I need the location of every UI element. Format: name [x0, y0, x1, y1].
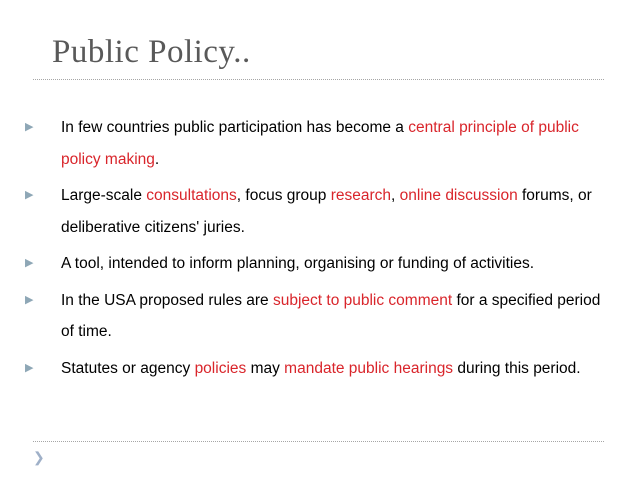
- highlight-text: mandate public hearings: [284, 359, 454, 377]
- text-run: A tool, intended to inform planning, organising or funding of activities.: [61, 255, 535, 272]
- text-run: ,: [391, 187, 400, 204]
- title-divider: [33, 79, 604, 80]
- triangle-right-icon: ▶: [25, 121, 34, 133]
- text-run: , focus group: [236, 187, 331, 204]
- text-run: forums, or deliberative citizens' juries.: [61, 187, 592, 236]
- highlight-text: subject to public comment: [272, 291, 453, 309]
- text-run: for a specified period of time.: [61, 291, 601, 340]
- chevron-right-icon[interactable]: ❯: [33, 449, 45, 465]
- highlight-text: consultations: [146, 187, 237, 204]
- bullet-text: [61, 119, 579, 168]
- text-run: In few countries public participation has become a: [61, 119, 409, 136]
- text-run: .: [154, 150, 160, 168]
- bullet-item: [25, 285, 615, 348]
- footer-divider: [33, 441, 604, 442]
- bullet-text: [61, 187, 592, 236]
- triangle-right-icon: ▶: [25, 361, 34, 374]
- triangle-right-icon: ▶: [25, 293, 34, 306]
- bullet-item: [25, 248, 615, 280]
- bullet-item: [25, 112, 615, 175]
- highlight-text: research: [330, 187, 392, 204]
- slide-title: Public Policy..: [52, 34, 251, 70]
- triangle-right-icon: ▶: [25, 257, 34, 269]
- bullet-text: [61, 255, 534, 272]
- text-run: may: [246, 359, 285, 377]
- text-run: Statutes or agency: [61, 359, 195, 377]
- highlight-text: online discussion: [399, 187, 518, 204]
- highlight-text: policies: [194, 359, 247, 377]
- triangle-right-icon: ▶: [25, 189, 34, 201]
- bullet-text: [61, 292, 600, 341]
- text-run: In the USA proposed rules are: [61, 291, 273, 309]
- bullet-list: [25, 112, 615, 389]
- bullet-item: [25, 180, 615, 243]
- text-run: Large-scale: [61, 187, 147, 204]
- text-run: during this period.: [453, 359, 581, 377]
- bullet-item: [25, 353, 615, 385]
- highlight-text: central principle of public policy making: [61, 119, 579, 168]
- bullet-text: [61, 360, 581, 377]
